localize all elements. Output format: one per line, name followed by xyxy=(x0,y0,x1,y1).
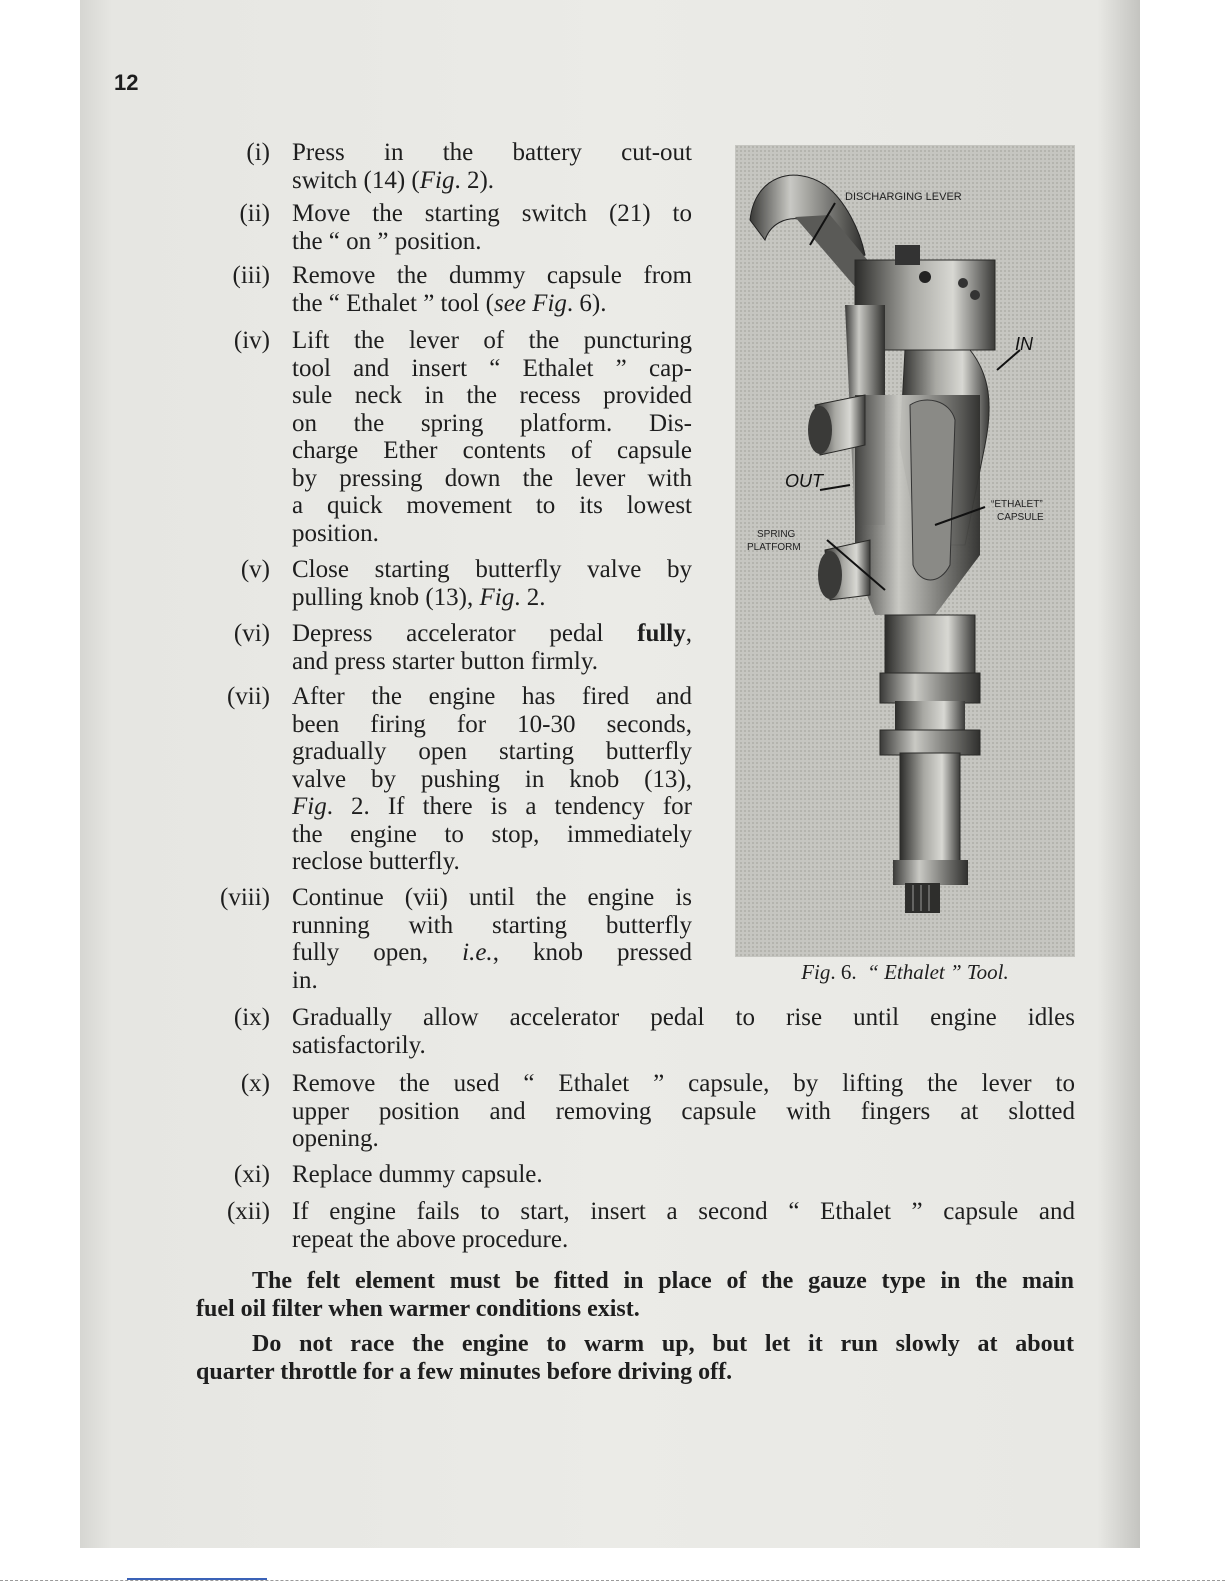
step-number: (iv) xyxy=(233,327,270,354)
text-line: Continue (vii) until the engine is xyxy=(292,884,692,911)
text-line: the “ on ” position. xyxy=(292,227,482,255)
warm-up-notice xyxy=(196,1330,1074,1386)
left-margin xyxy=(0,0,80,1585)
text-line: satisfactorily. xyxy=(292,1031,426,1059)
label-platform: PLATFORM xyxy=(747,542,801,553)
label-ethalet: “ETHALET” xyxy=(991,499,1043,510)
label-in: IN xyxy=(1015,334,1033,354)
text-line: Lift the lever of the puncturing xyxy=(292,327,692,354)
text-line: repeat the above procedure. xyxy=(292,1225,569,1253)
text-line: on the spring platform. Dis- xyxy=(292,409,692,437)
step-text xyxy=(292,884,692,994)
step-number: (ix) xyxy=(233,1004,270,1031)
text-line: sule neck in the recess provided xyxy=(292,382,692,409)
step-text xyxy=(292,1198,1075,1253)
text-line: the “ Ethalet ” tool (see Fig. 6). xyxy=(292,289,607,317)
text-line: Remove the dummy capsule from xyxy=(292,262,692,289)
notice-line: Do not race the engine to warm up, but let it run slowly at about xyxy=(252,1331,1074,1357)
text-line: opening. xyxy=(292,1125,379,1152)
step-number: (i) xyxy=(246,139,270,166)
bottom-rule xyxy=(0,1580,1225,1581)
text-line: Fig. 2. If there is a tendency for xyxy=(292,793,692,820)
step-text xyxy=(292,1161,1075,1189)
label-out: OUT xyxy=(785,471,823,491)
bottom-link-underline[interactable] xyxy=(127,1578,267,1580)
step-number: (x) xyxy=(240,1070,270,1097)
step-text xyxy=(292,1070,1075,1153)
text-line: by pressing down the lever with xyxy=(292,464,692,492)
text-line: If engine fails to start, insert a second “ Ethalet ” capsule and xyxy=(292,1198,1075,1225)
step-text xyxy=(292,200,692,255)
ethalet-tool-figure xyxy=(735,145,1075,957)
text-line: position. xyxy=(292,519,379,547)
notice-line: fuel oil filter when warmer conditions exist. xyxy=(196,1296,640,1322)
text-line: switch (14) (Fig. 2). xyxy=(292,166,495,194)
step-number: (viii) xyxy=(220,884,270,911)
page-number: 12 xyxy=(114,70,139,95)
text-line: charge Ether contents of capsule xyxy=(292,437,692,464)
label-spring: SPRING xyxy=(757,529,796,540)
step-text xyxy=(292,327,692,547)
text-line: Move the starting switch (21) to xyxy=(292,200,692,227)
step-number: (vii) xyxy=(226,683,270,710)
label-capsule: CAPSULE xyxy=(997,512,1044,523)
label-discharging-lever: DISCHARGING LEVER xyxy=(845,191,962,203)
text-line: Replace dummy capsule. xyxy=(292,1161,543,1188)
step-number: (vi) xyxy=(233,620,270,647)
text-line: pulling knob (13), Fig. 2. xyxy=(292,583,546,611)
text-line: upper position and removing capsule with fingers at slotted xyxy=(292,1097,1075,1125)
step-text xyxy=(292,139,692,194)
text-line: tool and insert “ Ethalet ” cap- xyxy=(292,354,692,382)
text-line: and press starter button firmly. xyxy=(292,647,598,675)
text-line: in. xyxy=(292,966,318,994)
notice-line: The felt element must be fitted in place of the gauze type in the main xyxy=(252,1268,1074,1294)
step-number: (ii) xyxy=(239,200,270,227)
text-line: fully open, i.e., knob pressed xyxy=(292,939,692,966)
text-line: Depress accelerator pedal fully, xyxy=(292,620,692,647)
text-line: After the engine has fired and xyxy=(292,683,692,710)
text-line: running with starting butterfly xyxy=(292,911,692,939)
step-text xyxy=(292,620,692,675)
text-line: reclose butterfly. xyxy=(292,848,460,875)
text-line: Gradually allow accelerator pedal to rise until engine idles xyxy=(292,1004,1075,1031)
ethalet-tool-illustration xyxy=(735,145,1075,957)
text-line: Remove the used “ Ethalet ” capsule, by lifting the lever to xyxy=(292,1070,1075,1097)
step-number: (v) xyxy=(240,556,270,583)
text-line: the engine to stop, immediately xyxy=(292,820,692,848)
step-text xyxy=(292,262,692,317)
figure-caption: Fig. 6. “ Ethalet ” Tool. xyxy=(801,960,1009,984)
text-line: gradually open starting butterfly xyxy=(292,738,692,765)
step-text xyxy=(292,556,692,611)
text-line: Press in the battery cut-out xyxy=(292,139,692,166)
step-number: (iii) xyxy=(232,262,270,289)
text-line: been firing for 10-30 seconds, xyxy=(292,710,692,738)
notice-line: quarter throttle for a few minutes before driving off. xyxy=(196,1359,733,1385)
viewer-bottom-bar xyxy=(0,1548,1225,1585)
step-number: (xii) xyxy=(226,1198,270,1225)
step-text xyxy=(292,683,692,876)
step-text xyxy=(292,1004,1075,1059)
step-number: (xi) xyxy=(233,1161,270,1188)
text-line: Close starting butterfly valve by xyxy=(292,556,692,583)
text-line: valve by pushing in knob (13), xyxy=(292,765,692,793)
text-line: a quick movement to its lowest xyxy=(292,492,692,519)
felt-element-notice xyxy=(196,1267,1074,1323)
